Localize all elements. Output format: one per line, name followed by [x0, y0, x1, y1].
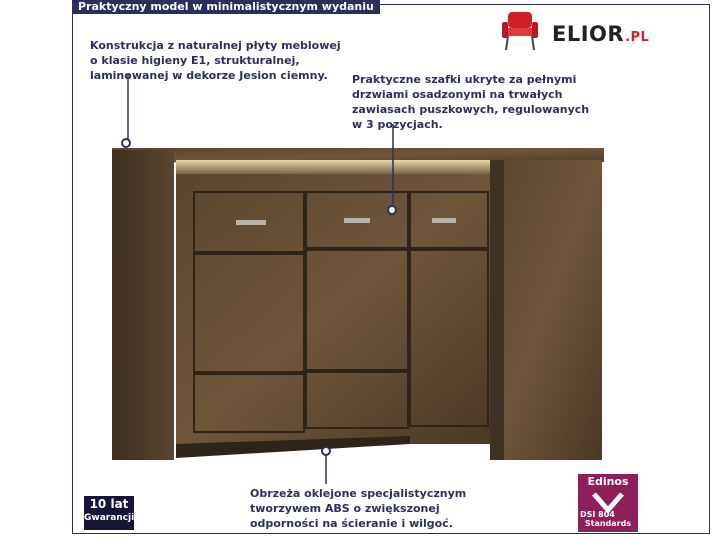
certificate-label: Standards	[584, 519, 632, 528]
right-edge	[490, 160, 504, 460]
right-side-panel	[490, 160, 602, 460]
warranty-years: 10 lat	[89, 497, 129, 511]
front-body	[176, 174, 492, 444]
warranty-badge	[84, 496, 134, 530]
led-strip	[176, 160, 496, 174]
certificate-code: DSI 804	[580, 510, 615, 519]
brand-suffix: .PL	[625, 30, 650, 45]
note-edges: Obrzeża oklejone specjalistycznym tworzywem ABS o zwiększonej odporności na ścieranie i wilgoć.	[250, 487, 467, 530]
drawer-handle[interactable]	[344, 218, 370, 223]
drawer-handle[interactable]	[236, 220, 266, 225]
certificate-brand: Edinos	[587, 475, 629, 488]
callout-dot	[122, 139, 130, 147]
left-side-panel	[112, 150, 174, 460]
certificate-badge	[578, 474, 638, 532]
note-material: Konstrukcja z naturalnej płyty meblowej o klasie higieny E1, strukturalnej, laminowanej w dekorze Jesion ciemny.	[90, 39, 341, 82]
warranty-label: Gwarancji	[84, 513, 135, 523]
note-cabinets: Praktyczne szafki ukryte za pełnymi drzwiami osadzonymi na trwałych zawiasach puszkowych, regulowanych w 3 pozycjach.	[352, 73, 590, 131]
callout-dot	[388, 206, 396, 214]
page-title: Praktyczny model w minimalistycznym wydaniu	[72, 0, 380, 14]
drawer-handle[interactable]	[432, 218, 456, 223]
brand-word: ELIOR	[552, 22, 625, 46]
callout-dot	[322, 447, 330, 455]
